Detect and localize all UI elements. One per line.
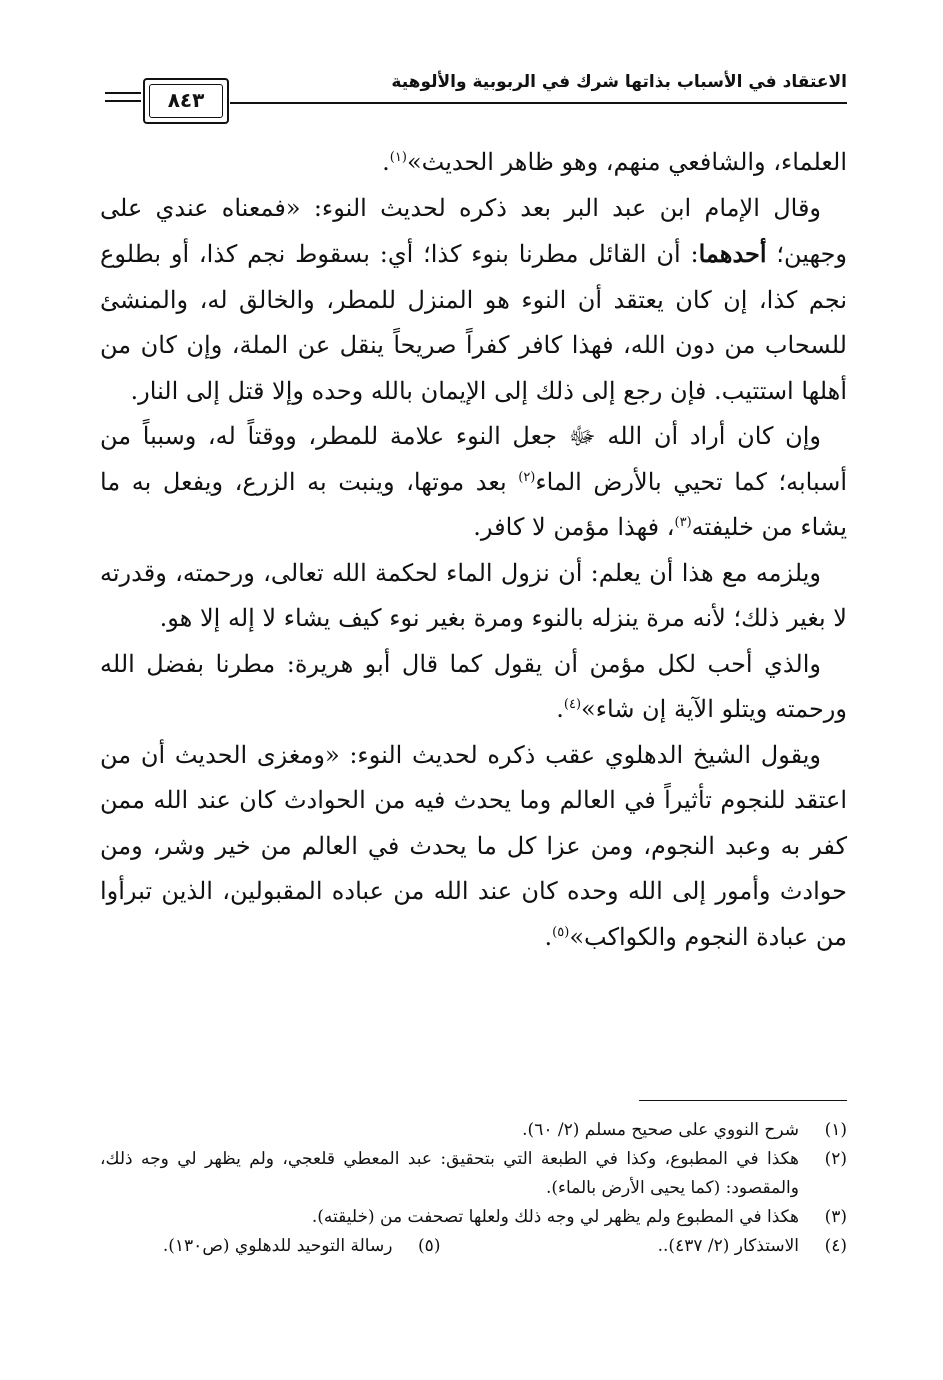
paragraph-6: ويقول الشيخ الدهلوي عقب ذكره لحديث النوء: «ومغزى الحديث أن من اعتقد للنجوم تأثيراً في العالم وما يحدث فيه من الحوادث كان عند الله ممن كفر به وعبد النجوم، ومن عزا كل ما يحدث في العالم من خير وشر، ومن حوادث وأمور إلى الله وحده كان عند الله من عباده المقبولين، الذين تبرأوا من عبادة النجوم والكواكب»$^{(٥)}$. (100, 740, 847, 951)
bold-term: أحدهما (698, 239, 767, 268)
footnote-text: هكذا في المطبوع، وكذا في الطبعة التي بتحقيق: عبد المعطي قلعجي، ولم يظهر لي وجه ذلك، والمقصود: (كما يحيى الأرض بالماء). (100, 1149, 799, 1198)
footnote-ref-4[interactable]: (٤) (563, 697, 582, 712)
footnote-5 (163, 1232, 441, 1261)
paragraph-4: ويلزمه مع هذا أن يعلم: أن نزول الماء لحكمة الله تعالى، ورحمته، وقدرته لا بغير ذلك؛ لأنه مرة ينزله بالنوء ومرة بغير نوء كيف يشاء لا إله إلا هو. (100, 558, 847, 632)
footnote-text: شرح النووي على صحيح مسلم (٢/ ٦٠). (522, 1120, 799, 1140)
running-title: الاعتقاد في الأسباب بذاتها شرك في الربوبية والألوهية (391, 72, 847, 92)
paragraph-2: وقال الإمام ابن عبد البر بعد ذكره لحديث النوء: «فمعناه عندي على وجهين؛ أحدهما: أن القائل مطرنا بنوء كذا؛ أي: بسقوط نجم كذا، أو بطلوع نجم كذا، إن كان يعتقد أن النوء هو المنزل للمطر، والخالق له، والمنشئ للسحاب من دون الله، فهذا كافر كفراً صريحاً ينقل عن الملة، وإن كان من أهلها استتيب. فإن رجع إلى ذلك إلى الإيمان بالله وحده وإلا قتل إلى النار. (100, 193, 847, 405)
footnote-3 (100, 1203, 847, 1232)
footnote-number: (٢) (824, 1149, 847, 1169)
footnote-number: (٣) (824, 1207, 847, 1227)
body-text (100, 140, 847, 960)
footnote-number: (٤) (824, 1236, 847, 1256)
footnote-4 (440, 1232, 847, 1261)
header-ornament-lines (105, 92, 141, 104)
footnote-number: (٥) (418, 1236, 441, 1256)
footnote-text: هكذا في المطبوع ولم يظهر لي وجه ذلك ولعلها تصحفت من (خليقته). (311, 1207, 799, 1227)
footnote-ref-3[interactable]: (٣) (674, 515, 692, 530)
footnote-ref-2[interactable]: (٢) (518, 469, 536, 485)
footnote-separator (639, 1100, 847, 1101)
header-rule (230, 102, 847, 104)
footnote-row-4-5 (100, 1232, 847, 1261)
paragraph-1: العلماء، والشافعي منهم، وهو ظاهر الحديث»$^{(١)}$. (382, 148, 847, 176)
paragraph-3: وإن كان أراد أن الله ﷻ جعل النوء علامة للمطر، ووقتاً له، وسبباً من أسبابه؛ كما تحيي بالأرض الماء$^{(٢)}$ بعد موتها، وينبت به الزرع، ويفعل به ما يشاء من خليفته$^{(٣)}$، فهذا مؤمن لا كافر. (100, 422, 847, 541)
footnote-ref-5[interactable]: (٥) (552, 924, 570, 940)
page-number-frame (143, 78, 229, 124)
footnote-1 (100, 1116, 847, 1145)
footnote-text: الاستذكار (٢/ ٤٣٧).. (657, 1236, 799, 1256)
footnote-ref-1[interactable]: (١) (389, 150, 407, 165)
footnote-2 (100, 1145, 847, 1203)
paragraph-5: والذي أحب لكل مؤمن أن يقول كما قال أبو هريرة: مطرنا بفضل الله ورحمته ويتلو الآية إن شاء»$^{(٤)}$. (100, 649, 847, 723)
footnote-number: (١) (824, 1120, 847, 1140)
footnotes (100, 1116, 847, 1261)
footnote-text: رسالة التوحيد للدهلوي (ص١٣٠). (162, 1236, 393, 1256)
page-number: ٨٤٣ (167, 88, 205, 112)
